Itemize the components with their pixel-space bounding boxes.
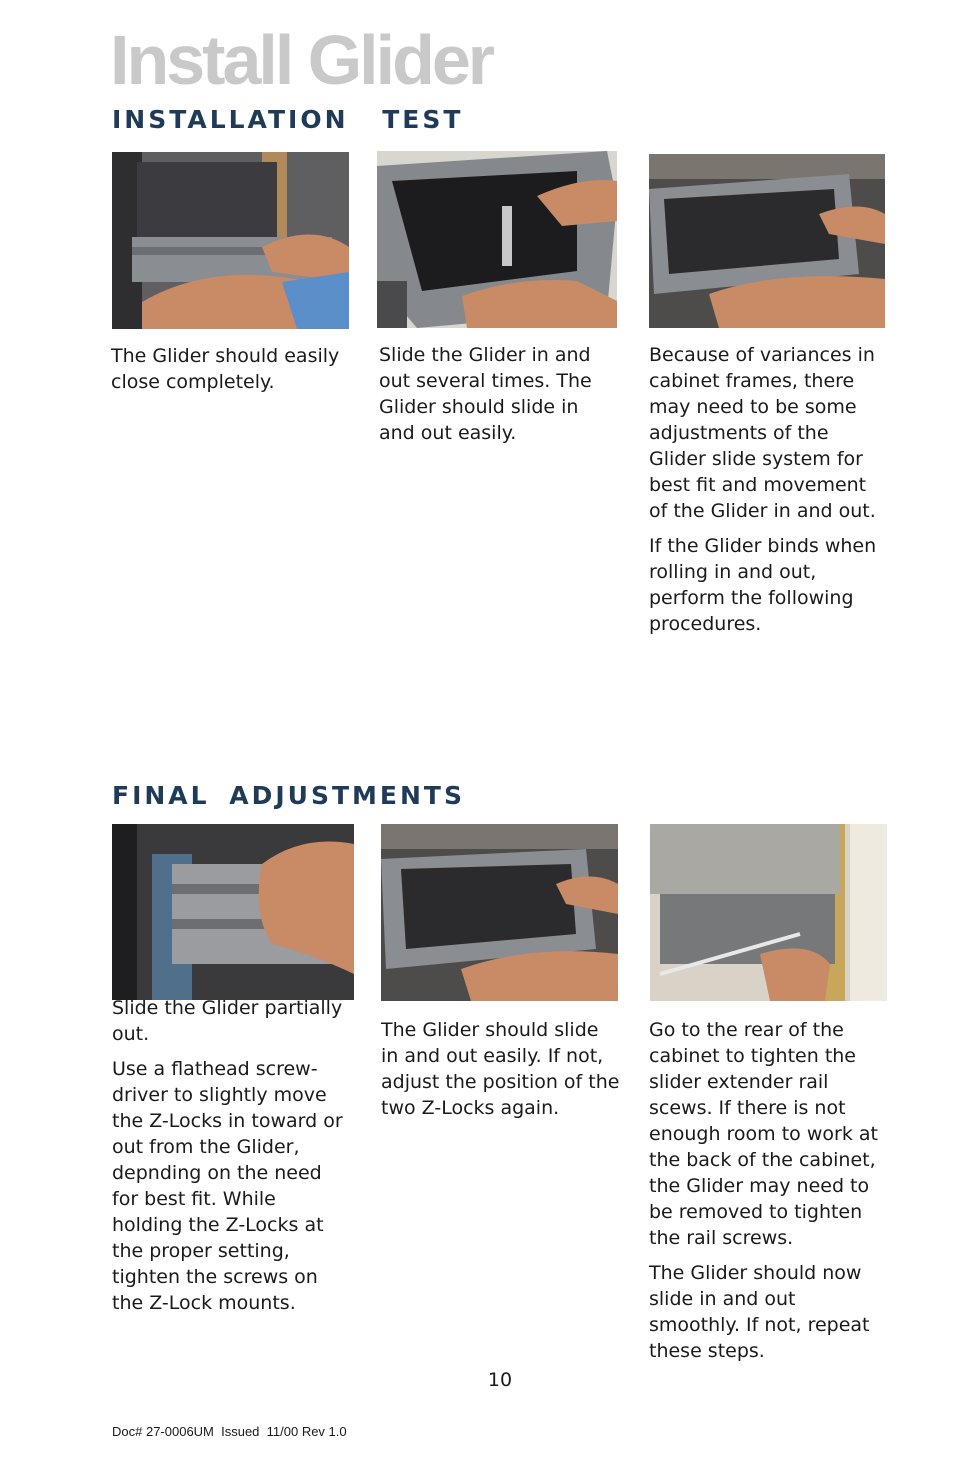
caption-paragraph: Use a flathead screw-driver to slightly move the Z-Locks in toward or out from the Glider, depnding on the need for best fit. While holding the Z-Locks at the proper setting, tighten the screws on the Z-Lock mounts. <box>112 1058 343 1314</box>
caption-adjustment-2 <box>381 1017 621 1130</box>
photo-slide-glider <box>377 151 617 328</box>
caption-installation-2 <box>379 342 619 455</box>
caption-paragraph: The Glider should easily close completely. <box>111 345 340 393</box>
caption-paragraph: Because of variances in cabinet frames, there may need to be some adjustments of the Glider slide system for best fit and movement of the Glider in and out. <box>649 344 876 522</box>
section-heading-installation-test: INSTALLATION TEST <box>112 105 464 134</box>
caption-paragraph: Go to the rear of the cabinet to tighten the slider extender rail scews. If there is not enough room to work at the back of the cabinet, the Glider may need to be removed to tighten the rail screws. <box>649 1019 878 1249</box>
page-number: 10 <box>487 1369 513 1391</box>
photo-z-lock-adjust <box>112 824 354 1000</box>
photo-glider-closing <box>112 152 349 329</box>
document-id: Doc# 27-0006UM Issued 11/00 Rev 1.0 <box>112 1424 347 1439</box>
section-heading-final-adjustments: FINAL ADJUSTMENTS <box>112 781 465 810</box>
caption-paragraph: Slide the Glider in and out several times. The Glider should slide in and out easily. <box>379 344 592 444</box>
caption-installation-3 <box>649 342 889 646</box>
caption-paragraph: The Glider should now slide in and out smoothly. If not, repeat these steps. <box>649 1262 870 1362</box>
photo-rear-rail-screws <box>650 824 887 1001</box>
caption-paragraph: The Glider should slide in and out easily. If not, adjust the position of the two Z-Locks again. <box>381 1019 620 1119</box>
caption-paragraph: If the Glider binds when rolling in and out, perform the following procedures. <box>649 535 877 635</box>
caption-paragraph: Slide the Glider partially out. <box>112 997 343 1045</box>
caption-installation-1 <box>111 343 356 404</box>
caption-adjustment-3 <box>649 1017 889 1373</box>
caption-adjustment-1 <box>112 995 352 1325</box>
photo-glider-slide-check <box>381 824 618 1001</box>
photo-cabinet-frame <box>649 154 885 328</box>
page-title: Install Glider <box>110 21 492 99</box>
